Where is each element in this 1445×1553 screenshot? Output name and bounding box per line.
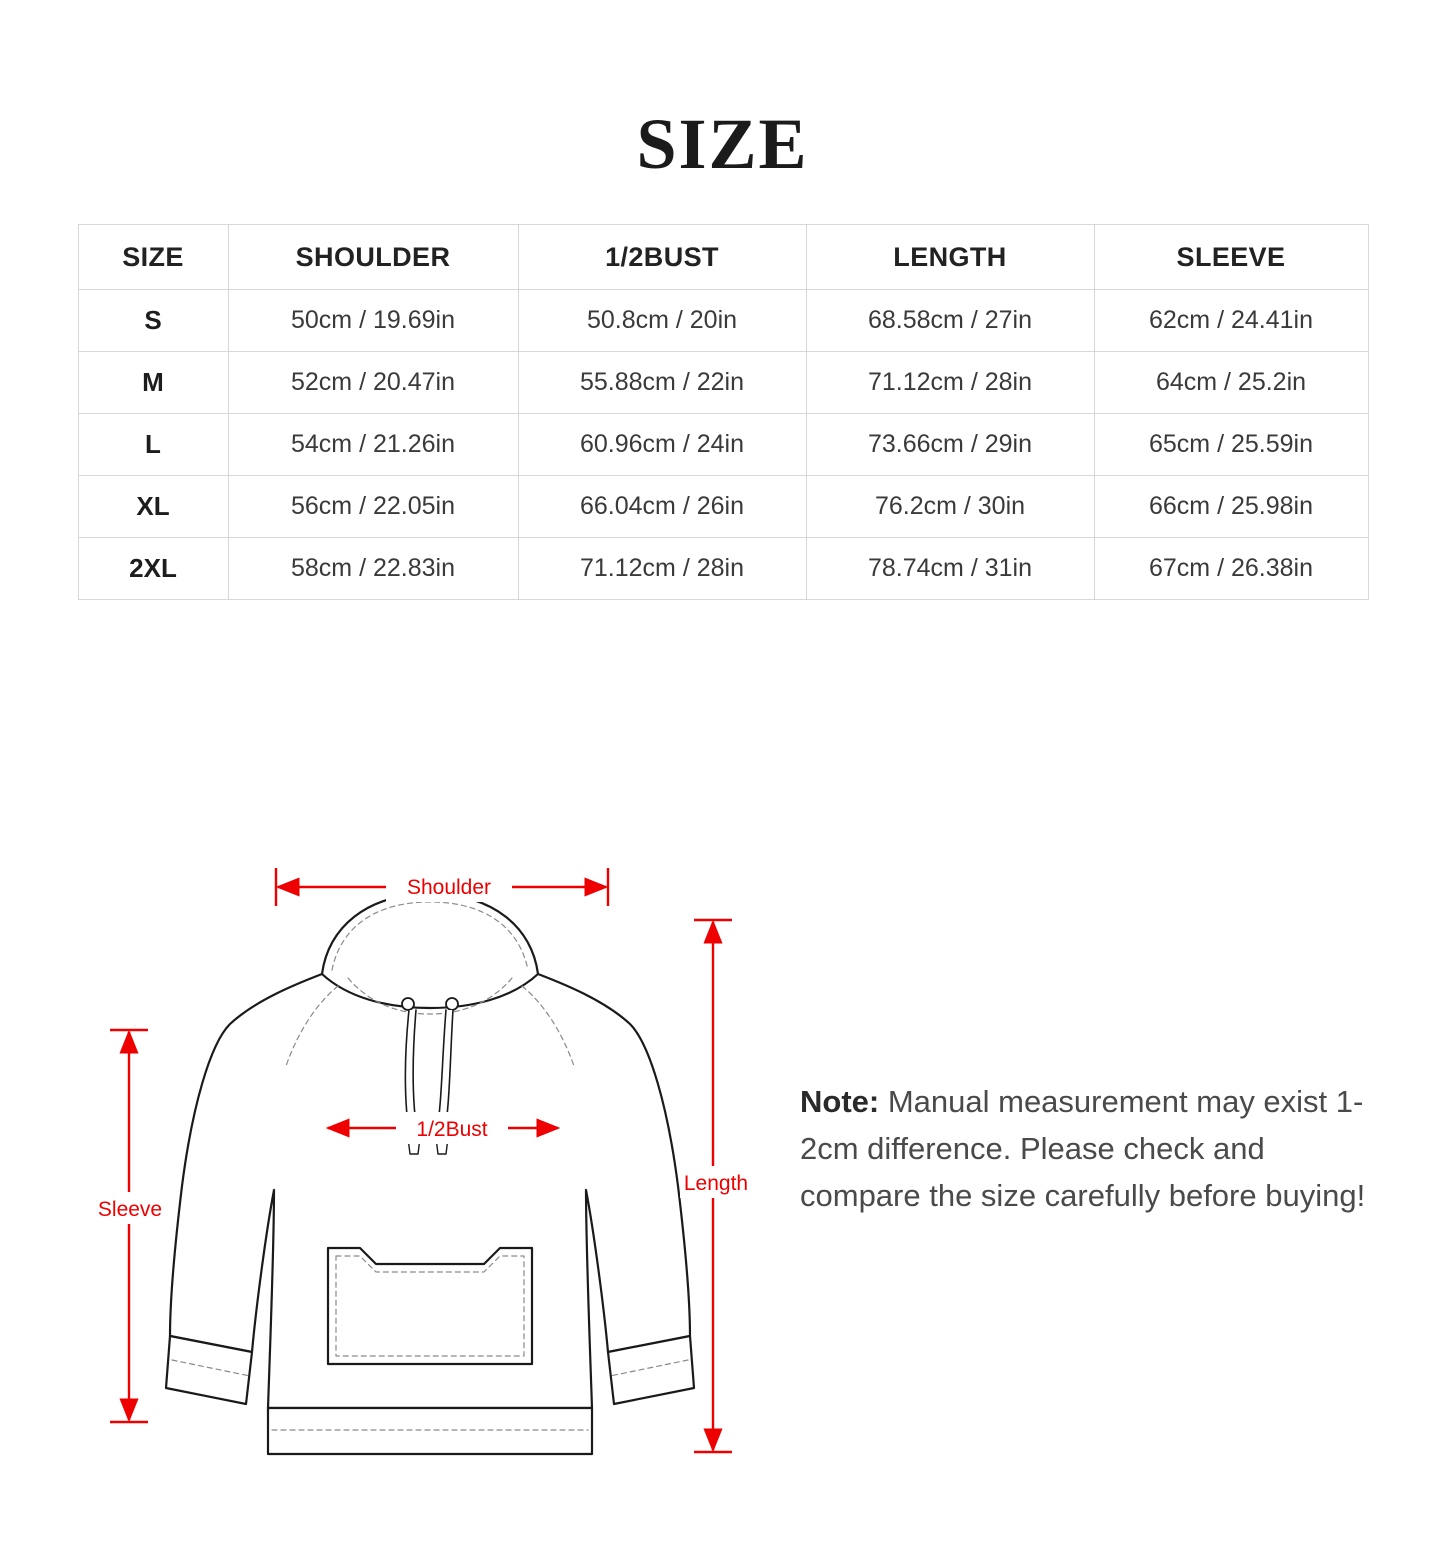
cell-length: 76.2cm / 30in — [806, 476, 1094, 538]
cell-size: M — [78, 352, 228, 414]
cell-bust: 60.96cm / 24in — [518, 414, 806, 476]
cell-shoulder: 50cm / 19.69in — [228, 290, 518, 352]
bust-label: 1/2Bust — [416, 1118, 488, 1141]
measurement-note — [800, 1078, 1380, 1219]
table-row — [78, 538, 1368, 600]
cell-length: 68.58cm / 27in — [806, 290, 1094, 352]
length-label: Length — [683, 1172, 749, 1195]
cell-sleeve: 64cm / 25.2in — [1094, 352, 1368, 414]
cell-shoulder: 52cm / 20.47in — [228, 352, 518, 414]
column-header-length: LENGTH — [806, 225, 1094, 290]
cell-sleeve: 66cm / 25.98in — [1094, 476, 1368, 538]
column-header-sleeve: SLEEVE — [1094, 225, 1368, 290]
cell-bust: 55.88cm / 22in — [518, 352, 806, 414]
cell-size: L — [78, 414, 228, 476]
cell-shoulder: 54cm / 21.26in — [228, 414, 518, 476]
cell-sleeve: 62cm / 24.41in — [1094, 290, 1368, 352]
column-header-bust: 1/2BUST — [518, 225, 806, 290]
cell-bust: 50.8cm / 20in — [518, 290, 806, 352]
hoodie-illustration-graphic — [166, 894, 694, 1454]
table-row — [78, 414, 1368, 476]
cell-size: 2XL — [78, 538, 228, 600]
cell-size: S — [78, 290, 228, 352]
table-row — [78, 290, 1368, 352]
cell-bust: 71.12cm / 28in — [518, 538, 806, 600]
cell-size: XL — [78, 476, 228, 538]
cell-length: 71.12cm / 28in — [806, 352, 1094, 414]
sleeve-label: Sleeve — [97, 1198, 163, 1221]
size-table-container — [78, 224, 1368, 600]
table-row — [78, 476, 1368, 538]
hoodie-diagram — [60, 808, 800, 1508]
note-prefix: Note: — [800, 1084, 880, 1119]
size-table — [78, 224, 1369, 600]
cell-bust: 66.04cm / 26in — [518, 476, 806, 538]
cell-sleeve: 65cm / 25.59in — [1094, 414, 1368, 476]
shoulder-label: Shoulder — [406, 876, 492, 899]
cell-length: 73.66cm / 29in — [806, 414, 1094, 476]
column-header-size: SIZE — [78, 225, 228, 290]
table-row — [78, 352, 1368, 414]
note-text: Manual measurement may exist 1-2cm difference. Please check and compare the size carefully before buying! — [800, 1084, 1366, 1214]
cell-length: 78.74cm / 31in — [806, 538, 1094, 600]
column-header-shoulder: SHOULDER — [228, 225, 518, 290]
table-header-row — [78, 225, 1368, 290]
cell-shoulder: 58cm / 22.83in — [228, 538, 518, 600]
measurement-illustration-section — [0, 808, 1445, 1553]
page-title: SIZE — [636, 104, 809, 184]
cell-shoulder: 56cm / 22.05in — [228, 476, 518, 538]
sleeve-dimension — [110, 1030, 148, 1422]
cell-sleeve: 67cm / 26.38in — [1094, 538, 1368, 600]
